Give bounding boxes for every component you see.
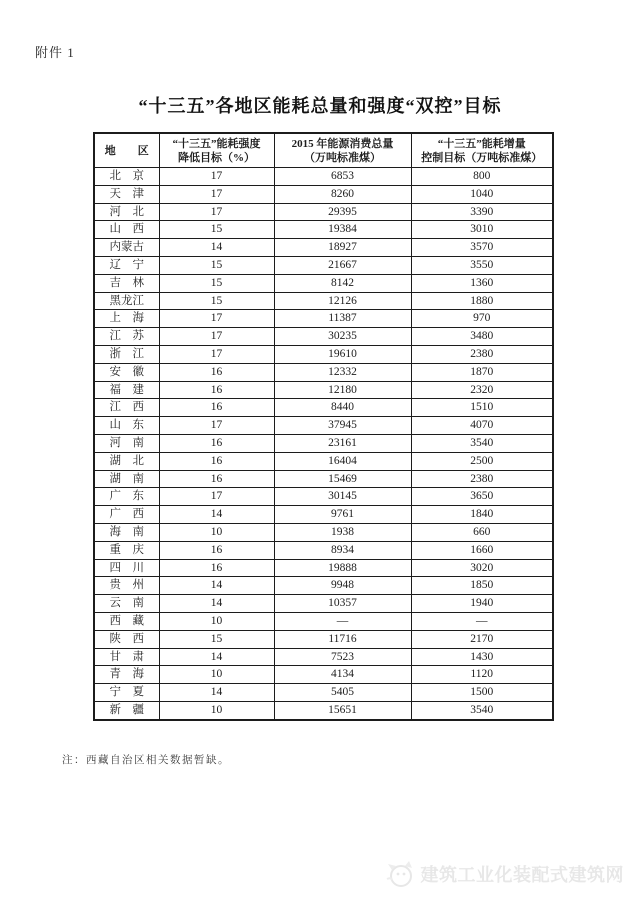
table-row — [94, 523, 553, 541]
table-row — [94, 168, 553, 186]
header-region-label: 地 区 — [104, 144, 149, 157]
consumption-2015-cell: 11716 — [274, 630, 411, 648]
consumption-2015-cell: 7523 — [274, 648, 411, 666]
increment-cap-cell: 3480 — [411, 328, 553, 346]
consumption-2015-cell: 19610 — [274, 345, 411, 363]
page-title: “十三五”各地区能耗总量和强度“双控”目标 — [138, 96, 502, 116]
consumption-2015-cell: 12180 — [274, 381, 411, 399]
increment-cap-cell: 1500 — [411, 684, 553, 702]
intensity-target-cell: 17 — [159, 328, 274, 346]
consumption-2015-cell: 15469 — [274, 470, 411, 488]
region-cell: 湖 南 — [94, 470, 159, 488]
table-row — [94, 203, 553, 221]
consumption-2015-cell: 8260 — [274, 185, 411, 203]
consumption-2015-cell: 8142 — [274, 274, 411, 292]
table-row — [94, 274, 553, 292]
intensity-target-cell: 10 — [159, 523, 274, 541]
table-row — [94, 630, 553, 648]
consumption-2015-cell: 9761 — [274, 506, 411, 524]
intensity-target-cell: 16 — [159, 541, 274, 559]
increment-cap-cell: 2500 — [411, 452, 553, 470]
increment-cap-cell: 1430 — [411, 648, 553, 666]
increment-cap-cell: 1940 — [411, 595, 553, 613]
header-intensity-line2: 降低目标（%） — [178, 151, 255, 164]
consumption-2015-cell: — — [274, 612, 411, 630]
consumption-2015-cell: 19384 — [274, 221, 411, 239]
intensity-target-cell: 15 — [159, 630, 274, 648]
dual-control-table-wrap — [93, 132, 552, 721]
intensity-target-cell: 16 — [159, 452, 274, 470]
intensity-target-cell: 16 — [159, 363, 274, 381]
region-cell: 浙 江 — [94, 345, 159, 363]
table-row — [94, 506, 553, 524]
table-row — [94, 363, 553, 381]
intensity-target-cell: 15 — [159, 274, 274, 292]
increment-cap-cell: 2380 — [411, 345, 553, 363]
table-row — [94, 292, 553, 310]
header-consumption-line1: 2015 年能源消费总量 — [291, 137, 394, 150]
col-header-region — [94, 133, 159, 168]
table-row — [94, 541, 553, 559]
increment-cap-cell: 3570 — [411, 239, 553, 257]
increment-cap-cell: 3390 — [411, 203, 553, 221]
intensity-target-cell: 10 — [159, 701, 274, 719]
consumption-2015-cell: 11387 — [274, 310, 411, 328]
increment-cap-cell: 1040 — [411, 185, 553, 203]
consumption-2015-cell: 23161 — [274, 434, 411, 452]
region-cell: 甘 肃 — [94, 648, 159, 666]
intensity-target-cell: 17 — [159, 345, 274, 363]
region-cell: 上 海 — [94, 310, 159, 328]
region-cell: 湖 北 — [94, 452, 159, 470]
intensity-target-cell: 17 — [159, 417, 274, 435]
header-increment-line2: 控制目标（万吨标准煤） — [421, 151, 543, 164]
region-cell: 贵 州 — [94, 577, 159, 595]
intensity-target-cell: 16 — [159, 399, 274, 417]
table-row — [94, 417, 553, 435]
col-header-increment-cap — [411, 133, 553, 168]
intensity-target-cell: 14 — [159, 577, 274, 595]
region-cell: 安 徽 — [94, 363, 159, 381]
header-consumption-line2: （万吨标准煤） — [304, 151, 381, 164]
region-cell: 辽 宁 — [94, 256, 159, 274]
consumption-2015-cell: 1938 — [274, 523, 411, 541]
consumption-2015-cell: 19888 — [274, 559, 411, 577]
attachment-label: 附件 1 — [35, 45, 75, 60]
header-row — [94, 133, 553, 168]
increment-cap-cell: 1360 — [411, 274, 553, 292]
increment-cap-cell: 1660 — [411, 541, 553, 559]
region-cell: 云 南 — [94, 595, 159, 613]
table-row — [94, 577, 553, 595]
table-row — [94, 345, 553, 363]
table-row — [94, 221, 553, 239]
header-increment-line1: “十三五”能耗增量 — [437, 137, 526, 150]
intensity-target-cell: 16 — [159, 381, 274, 399]
table-row — [94, 256, 553, 274]
increment-cap-cell: — — [411, 612, 553, 630]
increment-cap-cell: 660 — [411, 523, 553, 541]
consumption-2015-cell: 4134 — [274, 666, 411, 684]
consumption-2015-cell: 8440 — [274, 399, 411, 417]
region-cell: 山 西 — [94, 221, 159, 239]
table-row — [94, 399, 553, 417]
region-cell: 山 东 — [94, 417, 159, 435]
table-row — [94, 612, 553, 630]
table-row — [94, 310, 553, 328]
region-cell: 海 南 — [94, 523, 159, 541]
intensity-target-cell: 17 — [159, 203, 274, 221]
region-cell: 河 北 — [94, 203, 159, 221]
intensity-target-cell: 14 — [159, 239, 274, 257]
region-cell: 新 疆 — [94, 701, 159, 719]
intensity-target-cell: 14 — [159, 648, 274, 666]
increment-cap-cell: 1120 — [411, 666, 553, 684]
increment-cap-cell: 1850 — [411, 577, 553, 595]
region-cell: 黑龙江 — [94, 292, 159, 310]
increment-cap-cell: 2320 — [411, 381, 553, 399]
intensity-target-cell: 14 — [159, 506, 274, 524]
consumption-2015-cell: 18927 — [274, 239, 411, 257]
table-row — [94, 328, 553, 346]
increment-cap-cell: 800 — [411, 168, 553, 186]
consumption-2015-cell: 5405 — [274, 684, 411, 702]
intensity-target-cell: 16 — [159, 470, 274, 488]
increment-cap-cell: 3020 — [411, 559, 553, 577]
region-cell: 北 京 — [94, 168, 159, 186]
table-row — [94, 452, 553, 470]
region-cell: 宁 夏 — [94, 684, 159, 702]
table-row — [94, 648, 553, 666]
region-cell: 四 川 — [94, 559, 159, 577]
consumption-2015-cell: 8934 — [274, 541, 411, 559]
table-row — [94, 185, 553, 203]
table-row — [94, 381, 553, 399]
table-row — [94, 488, 553, 506]
increment-cap-cell: 2380 — [411, 470, 553, 488]
region-cell: 吉 林 — [94, 274, 159, 292]
intensity-target-cell: 10 — [159, 666, 274, 684]
table-row — [94, 666, 553, 684]
increment-cap-cell: 1840 — [411, 506, 553, 524]
region-cell: 重 庆 — [94, 541, 159, 559]
consumption-2015-cell: 12332 — [274, 363, 411, 381]
col-header-intensity-target — [159, 133, 274, 168]
increment-cap-cell: 970 — [411, 310, 553, 328]
increment-cap-cell: 3550 — [411, 256, 553, 274]
intensity-target-cell: 16 — [159, 434, 274, 452]
region-cell: 西 藏 — [94, 612, 159, 630]
table-row — [94, 470, 553, 488]
region-cell: 江 苏 — [94, 328, 159, 346]
increment-cap-cell: 1510 — [411, 399, 553, 417]
intensity-target-cell: 15 — [159, 221, 274, 239]
region-cell: 广 西 — [94, 506, 159, 524]
consumption-2015-cell: 30145 — [274, 488, 411, 506]
header-intensity-line1: “十三五”能耗强度 — [172, 137, 261, 150]
consumption-2015-cell: 15651 — [274, 701, 411, 719]
dual-control-table — [93, 132, 554, 721]
consumption-2015-cell: 37945 — [274, 417, 411, 435]
intensity-target-cell: 17 — [159, 185, 274, 203]
region-cell: 江 西 — [94, 399, 159, 417]
region-cell: 青 海 — [94, 666, 159, 684]
consumption-2015-cell: 30235 — [274, 328, 411, 346]
table-body — [94, 168, 553, 720]
consumption-2015-cell: 10357 — [274, 595, 411, 613]
consumption-2015-cell: 21667 — [274, 256, 411, 274]
region-cell: 福 建 — [94, 381, 159, 399]
intensity-target-cell: 14 — [159, 684, 274, 702]
increment-cap-cell: 3540 — [411, 434, 553, 452]
region-cell: 陕 西 — [94, 630, 159, 648]
consumption-2015-cell: 12126 — [274, 292, 411, 310]
consumption-2015-cell: 6853 — [274, 168, 411, 186]
increment-cap-cell: 2170 — [411, 630, 553, 648]
increment-cap-cell: 3010 — [411, 221, 553, 239]
consumption-2015-cell: 29395 — [274, 203, 411, 221]
consumption-2015-cell: 16404 — [274, 452, 411, 470]
table-row — [94, 595, 553, 613]
intensity-target-cell: 15 — [159, 256, 274, 274]
watermark-text: 建筑工业化装配式建筑网 — [420, 865, 624, 885]
intensity-target-cell: 10 — [159, 612, 274, 630]
mascot-logo-icon — [383, 857, 417, 891]
intensity-target-cell: 16 — [159, 559, 274, 577]
region-cell: 内蒙古 — [94, 239, 159, 257]
intensity-target-cell: 17 — [159, 168, 274, 186]
footnote: 注：西藏自治区相关数据暂缺。 — [62, 755, 230, 766]
increment-cap-cell: 1880 — [411, 292, 553, 310]
col-header-consumption-2015 — [274, 133, 411, 168]
increment-cap-cell: 3650 — [411, 488, 553, 506]
intensity-target-cell: 17 — [159, 488, 274, 506]
site-watermark — [383, 857, 625, 891]
intensity-target-cell: 17 — [159, 310, 274, 328]
increment-cap-cell: 4070 — [411, 417, 553, 435]
table-row — [94, 701, 553, 719]
table-row — [94, 559, 553, 577]
intensity-target-cell: 15 — [159, 292, 274, 310]
table-row — [94, 434, 553, 452]
increment-cap-cell: 1870 — [411, 363, 553, 381]
intensity-target-cell: 14 — [159, 595, 274, 613]
region-cell: 广 东 — [94, 488, 159, 506]
table-row — [94, 684, 553, 702]
increment-cap-cell: 3540 — [411, 701, 553, 719]
region-cell: 天 津 — [94, 185, 159, 203]
region-cell: 河 南 — [94, 434, 159, 452]
table-row — [94, 239, 553, 257]
consumption-2015-cell: 9948 — [274, 577, 411, 595]
